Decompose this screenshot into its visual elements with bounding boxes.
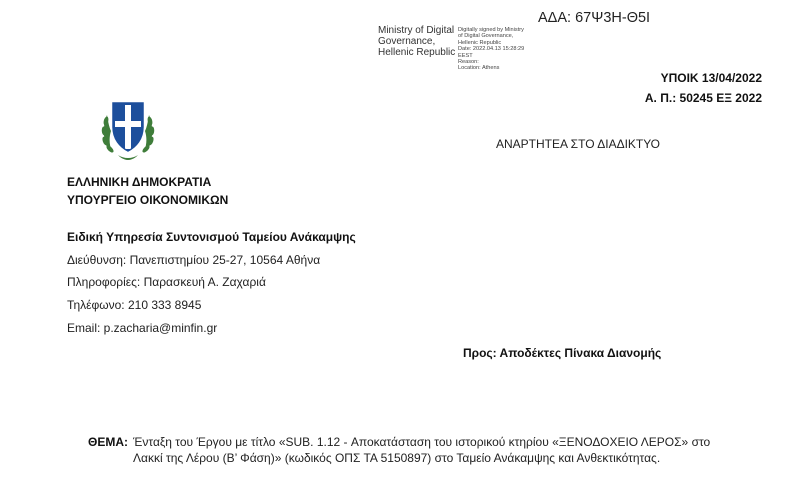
hellenic-republic-emblem-icon — [100, 97, 156, 163]
sender-contact-person: Πληροφορίες: Παρασκευή Α. Ζαχαριά — [67, 275, 266, 290]
protocol-reference: Α. Π.: 50245 ΕΞ 2022 — [644, 91, 762, 105]
protocol-number — [645, 68, 762, 108]
ministry-name: ΥΠΟΥΡΓΕΙΟ ΟΙΚΟΝΟΜΙΚΩΝ — [67, 193, 229, 207]
subject-label: ΘΕΜΑ: — [88, 435, 128, 449]
publish-note: ΑΝΑΡΤΗΤΕΑ ΣΤΟ ΔΙΑΔΙΚΤΥΟ — [496, 137, 660, 151]
sender-phone: Τηλέφωνο: 210 333 8945 — [67, 298, 202, 313]
subject-text: Ένταξη του Έργου με τίτλο «SUB. 1.12 - Αποκατάσταση του ιστορικού κτηρίου «ΞΕΝΟΔΟΧΕΙΟ ΛΕΡΟΣ» στο Λακκί της Λέρου (Β’ Φάση)» (κωδικός ΟΠΣ ΤΑ 5150897) στο Ταμείο Ανάκαμψης και Ανθεκτικότητας. — [133, 435, 711, 465]
signature-detail-line: Reason: — [458, 59, 479, 66]
signature-detail-line: EEST — [458, 52, 473, 59]
republic-name: ΕΛΛΗΝΙΚΗ ΔΗΜΟΚΡΑΤΙΑ — [67, 175, 212, 189]
signature-detail-line: Location: Athens — [458, 65, 500, 72]
sender-info — [67, 230, 356, 343]
ada-code: ΑΔΑ: 67Ψ3Η-Θ5Ι — [538, 10, 651, 26]
signer-line: Governance, — [378, 36, 436, 47]
protocol-date: ΥΠΟΙΚ 13/04/2022 — [660, 71, 762, 85]
recipient-line: Προς: Αποδέκτες Πίνακα Διανομής — [463, 346, 662, 360]
signer-name — [378, 25, 455, 58]
sender-address: Διεύθυνση: Πανεπιστημίου 25-27, 10564 Αθήνα — [67, 252, 321, 267]
sender-email: Email: p.zacharia@minfin.gr — [67, 320, 218, 335]
service-name: Ειδική Υπηρεσία Συντονισμού Ταμείου Ανάκαμψης — [67, 230, 356, 244]
signature-detail-line: Digitally signed by Ministry — [458, 27, 524, 33]
signature-details — [458, 27, 524, 72]
ministry-header — [67, 173, 228, 209]
signature-detail-line: Date: 2022.04.13 15:28:29 — [458, 46, 525, 53]
signature-detail-line: Hellenic Republic — [458, 39, 502, 46]
signer-line: Ministry of Digital — [378, 25, 455, 36]
subject-block — [88, 434, 729, 466]
signature-detail-line: of Digital Governance, — [458, 33, 514, 40]
signer-line: Hellenic Republic — [378, 47, 456, 58]
